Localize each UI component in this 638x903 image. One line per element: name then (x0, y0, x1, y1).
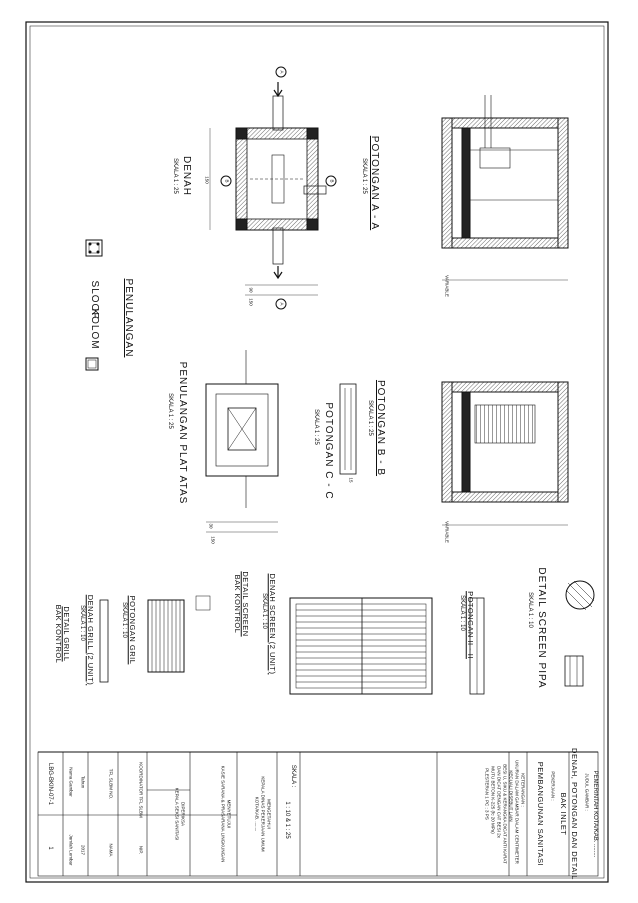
plat-atas-plan (206, 350, 278, 532)
tb-note-4: DAN DICAT DENGAN CAT BESI 2x (496, 766, 502, 838)
tb-kkn-label: KOORDINATOR TFL SLBM (138, 762, 144, 818)
potongan-bb-title: POTONGAN B - B (375, 379, 386, 477)
denah-scale: SKALA 1 : 25 (172, 158, 178, 194)
tb-note-1: UKURAN DALAM GAMBAR DALAM CENTIMETER (514, 760, 520, 864)
screen-unit-plan (290, 598, 484, 694)
tb-drawing-subtitle: BAK INLET (558, 792, 568, 836)
tb-sheet-no: 1 (47, 846, 53, 850)
potongan-gril-title: POTONGAN GRIL (127, 595, 137, 665)
dim-plat-30: 30 (208, 523, 214, 529)
dim-cc-15: 15 (348, 477, 354, 483)
screen-bak-sub: BAK KONTROL (232, 574, 242, 634)
tb-checked-label: DIPERIKSA (180, 801, 186, 827)
potongan-cc-scale: SKALA 1 : 25 (313, 409, 319, 445)
screen-unit-title: DENAH SCREEN (2 UNIT) (267, 573, 277, 675)
denah-gril-scale: SKALA 1 : 10 (79, 605, 85, 641)
potongan-aa-section (442, 95, 568, 280)
tb-nama-gambar-label: Nama Gambar (68, 767, 74, 797)
potongan-gril-scale: SKALA 1 : 10 (121, 602, 127, 638)
dim-denah-side: 150 (204, 176, 210, 184)
detail-gril-title: DETAIL GRILL (61, 606, 71, 662)
tb-note-5: MUTU BETON K-225 (fc 20 MPa) (490, 766, 496, 834)
denah-plan (210, 67, 336, 309)
tb-notes-label: KETERANGAN : (520, 773, 526, 807)
tb-work-label: PEKERJAAN : (550, 771, 556, 801)
screen-pipa-scale: SKALA 1 : 10 (527, 592, 533, 628)
screen-unit-scale: SKALA 1 : 10 (261, 593, 267, 629)
tb-designed-role: KASIE SARANA & PRASARANA LINGKUNGAN (220, 765, 226, 863)
kolom-label: KOLOM (89, 308, 100, 350)
tb-tahun-label: Tahun (80, 775, 86, 789)
section-marker-a-top: A (279, 70, 285, 74)
dim-bb-variable: VARIABLE (444, 521, 450, 543)
tb-org: PEMERINTAH KOTA/KAB. ........ (592, 770, 598, 858)
tb-approved-city: KOTA/KAB. ........ (254, 796, 260, 832)
tb-work-name: PEMBANGUNAN SANITASI (535, 761, 545, 867)
dim-denah-inner: 90 (248, 287, 254, 293)
tb-approved-role: KEPALA DINAS PEKERJAAN UMUM (260, 776, 266, 852)
tb-note-3: BESI U, SIKU & KERANGKA DICAT ANTI KARAT (502, 764, 508, 864)
dim-aa-variable: VARIABLE (444, 275, 450, 297)
tb-jumlah-label: Jumlah Lembar (68, 834, 74, 866)
potongan-cc-section (340, 384, 356, 474)
tb-code: LBG-BKIN-07-1 (47, 762, 53, 806)
gril-details (100, 596, 210, 682)
section-marker-b-left: B (224, 179, 230, 183)
plat-atas-scale: SKALA 1 : 25 (167, 393, 173, 429)
tb-tfl-label: TFL SLBM NO. (108, 768, 114, 800)
tb-approved-label: MENGETAHUI (266, 799, 272, 829)
tb-checked-role: KEPALA SEKSI SANITASI (174, 787, 180, 841)
potongan-bb-scale: SKALA 1 : 25 (367, 400, 373, 436)
tb-note-6: PLESTERAN 1 PC : 3 PS (484, 768, 490, 820)
potongan-cc-title: POTONGAN C - C (323, 402, 334, 500)
tb-nip-1: NIP. (138, 845, 144, 855)
potongan-ii-title: POTONGAN II - II (465, 591, 475, 659)
section-marker-b-right: B (329, 179, 335, 183)
tb-scale-value: 1 : 10 & 1 : 25 (284, 801, 290, 839)
detail-gril-sub: BAK KONTROL (53, 604, 63, 664)
dim-plat-total: 150 (210, 536, 216, 544)
sloof-label: SLOOF (89, 280, 100, 320)
potongan-ii-scale: SKALA 1 : 10 (459, 595, 465, 631)
denah-gril-title: DENAH GRILL (2 UNIT) (85, 594, 95, 686)
screen-bak-title: DETAIL SCREEN (240, 571, 250, 637)
tb-scale-label: SKALA : (290, 764, 296, 788)
tb-designed-label: MENYETUJUI (226, 799, 232, 829)
tb-nama-label: NAMA (108, 843, 114, 857)
screen-pipa-title: DETAIL SCREEN PIPA (536, 567, 547, 689)
plat-atas-title: PENULANGAN PLAT ATAS (177, 361, 188, 505)
tb-tahun-value: 2017 (80, 844, 86, 856)
penulangan-title: PENULANGAN (123, 278, 134, 358)
section-marker-a-bottom: A (279, 302, 285, 306)
dim-denah-total: 150 (248, 298, 254, 306)
potongan-bb-section (442, 382, 568, 525)
tb-note-2: KECUALI DISEBUT LAIN (508, 770, 514, 822)
potongan-aa-title: POTONGAN A - A (369, 135, 380, 231)
screen-pipa-detail (565, 581, 594, 686)
tb-title-label: JUDUL GAMBAR : (584, 773, 590, 811)
denah-title: DENAH (181, 155, 192, 197)
potongan-aa-scale: SKALA 1 : 25 (361, 158, 367, 194)
tb-drawing-title: DENAH, POTONGAN DAN DETAIL (569, 748, 579, 880)
